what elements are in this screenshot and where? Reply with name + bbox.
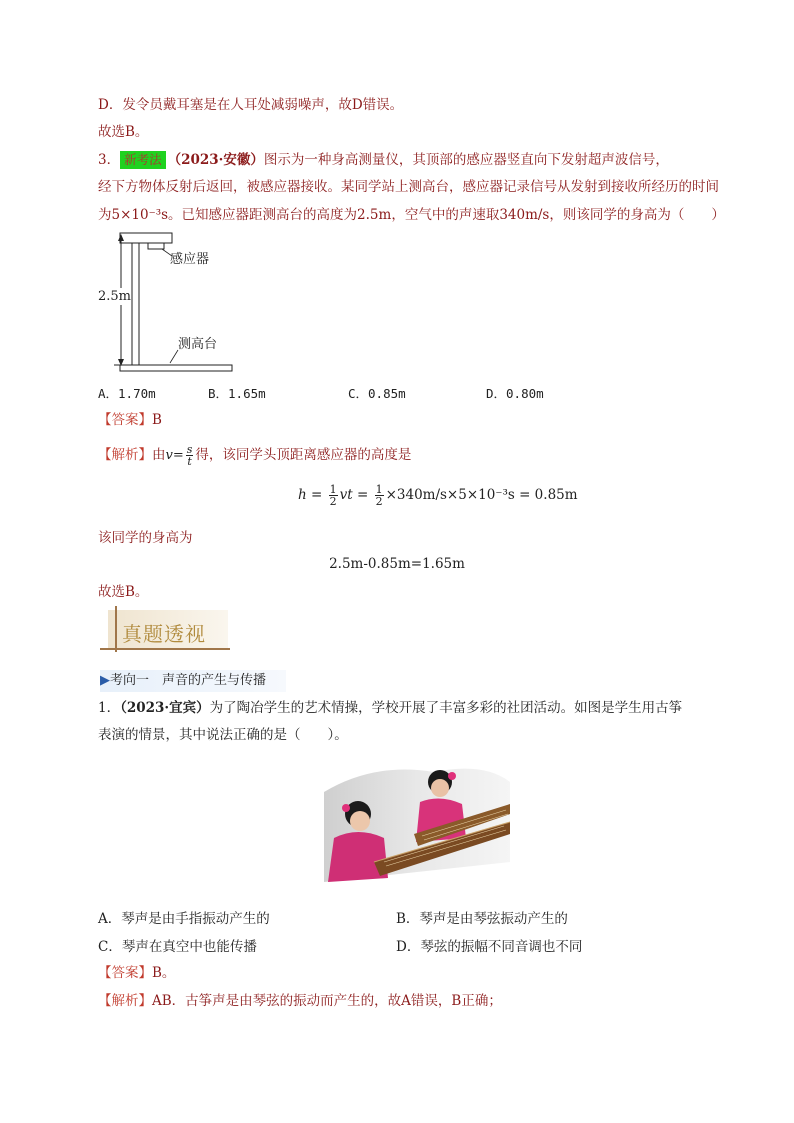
q1-answer-value: B。	[152, 965, 176, 981]
q3-text1: 图示为一种身高测量仪，其顶部的感应器竖直向下发射超声波信号，	[263, 152, 669, 168]
banner-vline	[115, 606, 117, 652]
q3-option-d: D．0.80m	[486, 386, 544, 401]
q1-line2: 表演的情景，其中说法正确的是（ ）。	[98, 727, 348, 743]
analysis-pre: 由	[152, 447, 166, 463]
q3-option-b: B．1.65m	[208, 386, 266, 401]
section-title: 考向一 声音的产生与传播	[110, 673, 267, 688]
q3-source: （2023·安徽）	[167, 152, 264, 168]
platform-label: 测高台	[178, 337, 218, 352]
banner-title: 真题透视	[122, 622, 206, 646]
q3-analysis	[98, 444, 411, 467]
section-header	[100, 670, 286, 692]
sensor-box	[148, 243, 164, 249]
eq-sign: =	[172, 448, 184, 463]
q1-number: 1．	[98, 700, 121, 716]
q3-option-c: C．0.85m	[348, 386, 406, 401]
q3-line2: 经下方物体反射后返回，被感应器接收。某同学站上测高台，感应器记录信号从发射到接收所经历的时间	[98, 179, 719, 195]
q3-number: 3．	[98, 152, 121, 168]
analysis-tag: 【解析】	[98, 447, 152, 463]
q1-answer	[98, 962, 175, 984]
q1-option-b: B．琴声是由琴弦振动产生的	[396, 911, 568, 927]
answer-value: B	[152, 412, 162, 428]
q1-analysis-tag: 【解析】	[98, 993, 152, 1009]
guzheng-performance-photo	[314, 752, 510, 890]
q1-option-c: C．琴声在真空中也能传播	[98, 939, 257, 955]
answer-tag: 【答案】	[98, 412, 152, 428]
sensor-label: 感应器	[170, 252, 210, 267]
q1-option-d: D．琴弦的振幅不同音调也不同	[396, 939, 583, 955]
q3-conclusion: 故选B。	[98, 584, 149, 600]
platform	[120, 365, 232, 371]
s-over-t: $\frac{s}{t}$	[186, 443, 193, 468]
column	[132, 243, 139, 365]
height-label: 2.5m	[98, 289, 132, 304]
q1-text1: 为了陶冶学生的艺术情操，学校开展了丰富多彩的社团活动。如图是学生用古筝	[209, 700, 683, 716]
q3-option-a: A．1.70m	[98, 386, 156, 401]
height-formula: h = $\frac{1}{2}$ vt = $\frac{1}{2}$ ×340m/s×5×10⁻³s = 0.85m	[298, 483, 578, 508]
q1-line1	[98, 697, 682, 719]
q1-source: （2023·宜宾）	[120, 700, 210, 716]
top-bar	[120, 233, 172, 243]
option-d-explanation: D．发令员戴耳塞是在人耳处减弱噪声，故D错误。	[98, 97, 404, 113]
q3-badge: 新考法	[120, 151, 166, 169]
height-text: 该同学的身高为	[98, 530, 193, 546]
var-v: v	[165, 448, 173, 463]
q1-analysis	[98, 990, 502, 1012]
q1-analysis-text: AB．古筝声是由琴弦的振动而产生的，故A错误，B正确；	[152, 993, 502, 1009]
q3-answer	[98, 409, 162, 431]
height-calc: 2.5m-0.85m=1.65m	[329, 556, 465, 572]
conclusion-line: 故选B。	[98, 124, 149, 140]
q3-line3: 为5×10⁻³s。已知感应器距测高台的高度为2.5m，空气中的声速取340m/s，则该同学的身高为（ ）	[98, 207, 725, 223]
q1-answer-tag: 【答案】	[98, 965, 152, 981]
analysis-post: 得，该同学头顶距离感应器的高度是	[195, 447, 412, 463]
banner-hline	[100, 648, 230, 650]
q3-line1	[98, 149, 669, 171]
arrow-icon: ▶	[100, 673, 110, 688]
q1-option-a: A．琴声是由手指振动产生的	[98, 911, 270, 927]
